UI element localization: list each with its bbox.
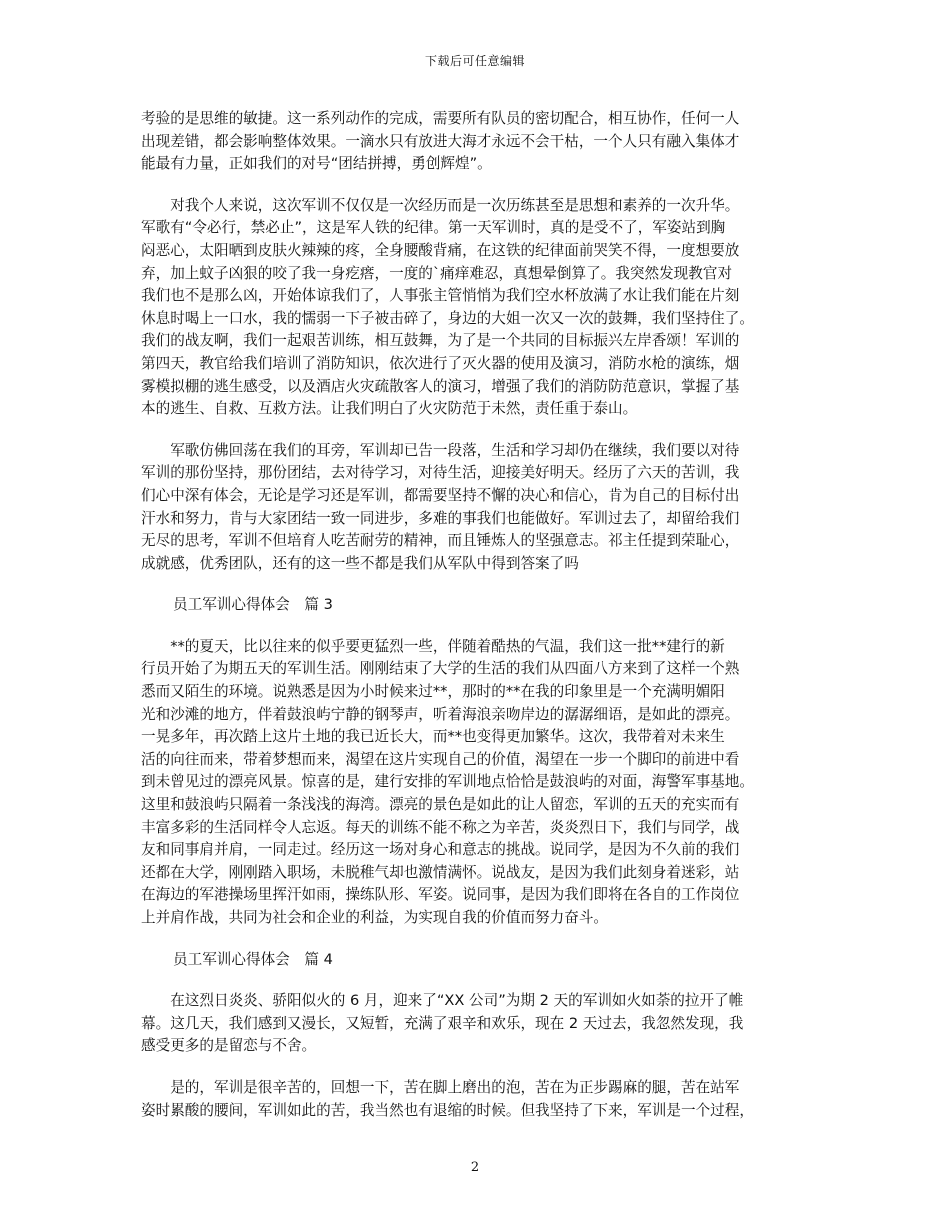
text-line: 在这烈日炎炎、骄阳似火的 6 月，迎来了“XX 公司”为期 2 天的军训如火如荼的拉开了帷 <box>141 992 744 1010</box>
text-line: 这里和鼓浪屿只隔着一条浅浅的海湾。漂亮的景色是如此的让人留恋，军训的五天的充实而有 <box>141 796 740 814</box>
text-line: 弃，加上蚊子凶狠的咬了我一身疙瘩，一度的`痛痒难忍，真想晕倒算了。我突然发现教官对 <box>141 264 733 282</box>
text-line: 姿时累酸的腰间，军训如此的苦，我当然也有退缩的时候。但我坚持了下来，军训是一个过程， <box>141 1101 754 1119</box>
paragraph <box>141 1077 819 1122</box>
text-line: 幕。这几天，我们感到又漫长，又短暂，充满了艰辛和欢乐，现在 2 天过去，我忽然发现，我 <box>141 1014 744 1032</box>
text-line: 成就感，优秀团队，还有的这一些不都是我们从军队中得到答案了吗 <box>141 554 579 572</box>
text-line: 感受更多的是留恋与不舍。 <box>141 1037 317 1055</box>
text-line: 上并肩作战，共同为社会和企业的利益，为实现自我的价值而努力奋斗。 <box>141 909 609 926</box>
text-line: 雾模拟棚的逃生感受，以及酒店火灾疏散客人的演习，增强了我们的消防防范意识，掌握了基 <box>141 377 740 395</box>
text-line: 我们也不是那么凶，开始体谅我们了，人事张主管悄悄为我们空水杯放满了水让我们能在片刻 <box>141 287 740 305</box>
text-line: 军歌仿佛回荡在我们的耳旁，军训却已告一段落，生活和学习却仍在继续，我们要以对待 <box>141 441 740 459</box>
text-line: 第四天，教官给我们培训了消防知识，依次进行了灭火器的使用及演习，消防水枪的演练，烟 <box>141 354 740 372</box>
text-line: 考验的是思维的敏捷。这一系列动作的完成，需要所有队员的密切配合，相互协作，任何一人 <box>141 110 740 127</box>
text-line: 我们的战友啊，我们一起艰苦训练，相互鼓舞，为了是一个共同的目标振兴左岸香颂！军训的 <box>141 332 740 350</box>
text-line: 对我个人来说，这次军训不仅仅是一次经历而是一次历练甚至是思想和素养的一次升华。 <box>141 196 740 214</box>
paragraph <box>141 195 819 421</box>
text-line: 活的向往而来，带着梦想而来，渴望在这片实现自己的价值，渴望在一步一个脚印的前进中看 <box>141 750 740 768</box>
text-line: 汗水和努力，肯与大家团结一致一同进步，多难的事我们也能做好。军训过去了，却留给我们 <box>141 509 740 527</box>
text-line: 本的逃生、自救、互救方法。让我们明白了火灾防范于未然，责任重于泰山。 <box>141 400 638 418</box>
text-line: 军训的那份坚持，那份团结，去对待学习，对待生活，迎接美好明天。经历了六天的苦训，我 <box>141 464 740 482</box>
document-body <box>141 108 819 1141</box>
text-line: 们心中深有体会，无论是学习还是军训，都需要坚持不懈的决心和信心，肯为自己的目标付出 <box>141 486 740 504</box>
text-line: **的夏天，比以往来的似乎要更猛烈一些，伴随着酷热的气温，我们这一批**建行的新 <box>141 637 725 655</box>
text-line: 休息时喝上一口水，我的懦弱一下子被击碎了，身边的大姐一次又一次的鼓舞，我们坚持住了。 <box>141 309 754 327</box>
paragraph <box>141 636 819 930</box>
paragraph <box>141 440 819 576</box>
text-line: 能最有力量，正如我们的对号“团结拼搏，勇创辉煌”。 <box>141 155 492 173</box>
text-line: 悉而又陌生的环境。说熟悉是因为小时候来过**，那时的**在我的印象里是一个充满明媚阳 <box>141 683 725 701</box>
page-number: 2 <box>470 1160 480 1175</box>
page-header: 下载后可任意编辑 <box>424 54 525 68</box>
text-line: 在海边的军港操场里挥汗如雨，操练队形、军姿。说同事，是因为我们即将在各自的工作岗位 <box>141 886 740 904</box>
paragraph <box>141 108 819 176</box>
text-line: 丰富多彩的生活同样令人忘返。每天的训练不能不称之为辛苦，炎炎烈日下，我们与同学，战 <box>141 818 740 836</box>
text-line: 光和沙滩的地方，伴着鼓浪屿宁静的钢琴声，听着海浪亲吻岸边的潺潺细语，是如此的漂亮。 <box>141 705 740 723</box>
text-line: 友和同事肩并肩，一同走过。经历这一场对身心和意志的挑战。说同学，是因为不久前的我们 <box>141 841 740 859</box>
text-line: 军歌有“令必行，禁必止”，这是军人铁的纪律。第一天军训时，真的是受不了，军姿站到胸 <box>141 219 726 237</box>
text-line: 是的，军训是很辛苦的，回想一下，苦在脚上磨出的泡，苦在为正步踢麻的腿，苦在站军 <box>141 1078 740 1096</box>
text-line: 行员开始了为期五天的军训生活。刚刚结束了大学的生活的我们从四面八方来到了这样一个熟 <box>141 660 740 678</box>
text-line: 还都在大学，刚刚踏入职场，未脱稚气却也激情满怀。说战友，是因为我们此刻身着迷彩，站 <box>141 863 740 881</box>
section-heading: 员工军训心得体会 篇 4 <box>173 950 333 968</box>
text-line: 到未曾见过的漂亮风景。惊喜的是，建行安排的军训地点恰恰是鼓浪屿的对面，海警军事基地。 <box>141 773 754 791</box>
text-line: 无尽的思考，军训不但培育人吃苦耐劳的精神，而且锤炼人的坚强意志。祁主任提到荣耻心， <box>141 532 740 550</box>
paragraph <box>141 990 819 1058</box>
section-heading: 员工军训心得体会 篇 3 <box>173 596 333 614</box>
text-line: 一晃多年，再次踏上这片土地的我已近长大，而**也变得更加繁华。这次，我带着对未来生 <box>141 728 725 746</box>
text-line: 闷恶心，太阳晒到皮肤火辣辣的疼，全身腰酸背痛，在这铁的纪律面前哭笑不得，一度想要放 <box>141 241 740 259</box>
text-line: 出现差错，都会影响整体效果。一滴水只有放进大海才永远不会干枯，一个人只有融入集体才 <box>141 132 740 150</box>
